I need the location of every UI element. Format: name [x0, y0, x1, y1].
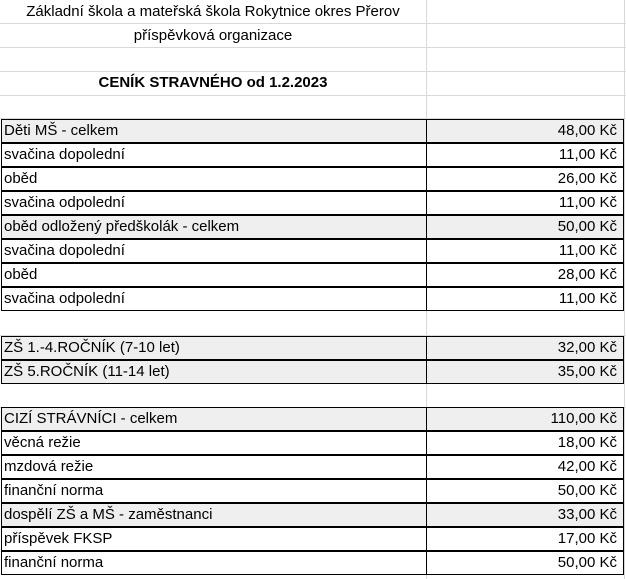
- row-label: oběd: [2, 168, 427, 190]
- row-price: 28,00 Kč: [557, 266, 617, 283]
- table-row: [1, 263, 624, 287]
- row-price: 11,00 Kč: [558, 146, 617, 163]
- grid-line: [0, 96, 626, 119]
- table-row: [1, 407, 624, 431]
- table-row: [1, 360, 624, 384]
- school-name: Základní škola a mateřská škola Rokytnice okres Přerov: [26, 3, 400, 20]
- table-row: [1, 551, 624, 575]
- row-price: 48,00 Kč: [557, 122, 617, 139]
- table-row: [1, 527, 624, 551]
- row-price: 26,00 Kč: [557, 170, 617, 187]
- row-price: 42,00 Kč: [557, 458, 617, 475]
- row-label: věcná režie: [2, 432, 427, 454]
- row-label: příspěvek FKSP: [2, 528, 427, 550]
- row-label: finanční norma: [2, 552, 427, 574]
- row-label: dospělí ZŠ a MŠ - zaměstnanci: [2, 504, 427, 526]
- table-row: [1, 431, 624, 455]
- row-price: 32,00 Kč: [557, 339, 617, 356]
- table-row: [1, 167, 624, 191]
- price-list-heading: CENÍK STRAVNÉHO od 1.2.2023: [98, 74, 328, 91]
- grid-line: [0, 48, 626, 72]
- table-row: [1, 503, 624, 527]
- grid-line: [0, 383, 626, 408]
- row-label: svačina odpolední: [2, 192, 427, 214]
- table-row: [1, 455, 624, 479]
- table-row: [1, 215, 624, 239]
- row-label: Děti MŠ - celkem: [2, 120, 427, 142]
- row-price: 35,00 Kč: [557, 363, 617, 380]
- row-label: ZŠ 1.-4.ROČNÍK (7-10 let): [2, 337, 427, 359]
- table-row: [1, 191, 624, 215]
- row-label: ZŠ 5.ROČNÍK (11-14 let): [2, 361, 427, 383]
- row-price: 11,00 Kč: [558, 194, 617, 211]
- row-price: 17,00 Kč: [557, 530, 617, 547]
- row-label: svačina odpolední: [2, 288, 427, 310]
- row-label: CIZÍ STRÁVNÍCI - celkem: [2, 408, 427, 430]
- table-row: [1, 479, 624, 503]
- row-label: svačina dopolední: [2, 240, 427, 262]
- row-price: 11,00 Kč: [558, 290, 617, 307]
- row-label: mzdová režie: [2, 456, 427, 478]
- table-row: [1, 119, 624, 143]
- row-price: 11,00 Kč: [558, 242, 617, 259]
- table-row: [1, 287, 624, 311]
- row-price: 18,00 Kč: [557, 434, 617, 451]
- row-price: 50,00 Kč: [557, 554, 617, 571]
- row-label: oběd: [2, 264, 427, 286]
- row-price: 50,00 Kč: [557, 482, 617, 499]
- row-label: finanční norma: [2, 480, 427, 502]
- table-row: [1, 143, 624, 167]
- row-price: 50,00 Kč: [557, 218, 617, 235]
- grid-line: [0, 311, 626, 336]
- row-label: oběd odložený předškolák - celkem: [2, 216, 427, 238]
- row-price: 110,00 Kč: [550, 410, 617, 427]
- organization-type: příspěvková organizace: [133, 27, 293, 44]
- row-price: 33,00 Kč: [557, 506, 617, 523]
- table-row: [1, 336, 624, 360]
- table-row: [1, 239, 624, 263]
- row-label: svačina dopolední: [2, 144, 427, 166]
